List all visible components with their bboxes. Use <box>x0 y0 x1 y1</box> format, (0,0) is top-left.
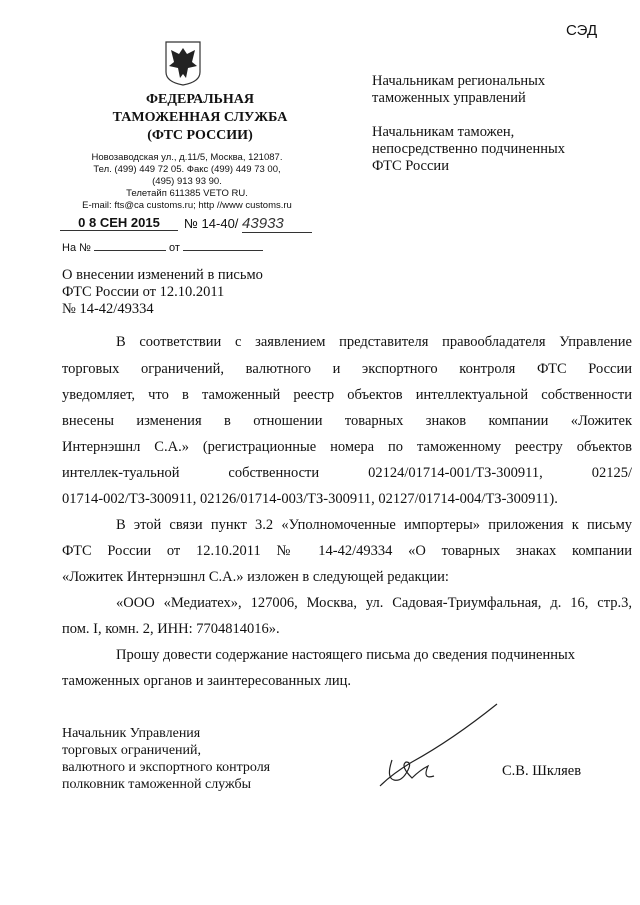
address-line: Новозаводская ул., д.11/5, Москва, 121087. <box>91 152 283 163</box>
outgoing-number <box>184 215 312 233</box>
body-line: ФТС России от 12.10.2011 № 14-42/49334 «О товарных знаках компании <box>62 543 632 559</box>
subject-line: ФТС России от 12.10.2011 <box>62 284 225 300</box>
subject-line: № 14-42/49334 <box>62 301 154 317</box>
signatory-line: валютного и экспортного контроля <box>62 760 271 775</box>
body-line: уведомляет, что в таможенный реестр объектов интеллектуальной собственности <box>62 387 632 403</box>
org-name-1: ФЕДЕРАЛЬНАЯ <box>145 92 254 107</box>
phone-line: Тел. (499) 449 72 05. Факс (499) 449 73 00, <box>93 164 281 175</box>
signatory-line: полковник таможенной службы <box>62 777 252 792</box>
body-line: «Ложитек Интернэшнл С.А.» изложен в следующей редакции: <box>62 569 449 585</box>
number-handwritten: 43933 <box>242 215 312 233</box>
signature-icon <box>372 700 502 790</box>
body-line: Прошу довести содержание настоящего письма до сведения подчиненных <box>116 647 575 663</box>
address-block <box>42 152 332 212</box>
body-line: 01714-002/ТЗ-300911, 02126/01714-003/ТЗ-300911, 02127/01714-004/ТЗ-300911). <box>62 491 558 507</box>
subject-line: О внесении изменений в письмо <box>62 267 263 283</box>
signatory-line: Начальник Управления <box>62 726 201 741</box>
number-prefix: № 14-40/ <box>184 216 239 231</box>
org-name-3: (ФТС РОССИИ) <box>147 128 253 143</box>
body-line: Интернэшнл С.А.» (регистрационные номера по таможенному реестру объектов <box>62 439 632 455</box>
ref-label: На № <box>62 242 91 254</box>
body-line: внесены изменения в отношении товарных знаков компании «Ложитек <box>62 413 632 429</box>
body-line: В этой связи пункт 3.2 «Уполномоченные импортеры» приложения к письму <box>116 517 632 533</box>
body-line: торговых ограничений, валютного и экспортного контроля ФТС России <box>62 361 632 377</box>
body-line: интеллек-туальной собственности 02124/01714-001/ТЗ-300911, 02125/ <box>62 465 632 481</box>
recipients <box>372 73 565 175</box>
ref-from-label: от <box>169 242 180 254</box>
ref-date-blank <box>183 250 263 251</box>
ref-number-blank <box>94 250 166 251</box>
teletype-line: Телетайп 611385 VETO RU. <box>126 188 248 199</box>
body-line: пом. I, комн. 2, ИНН: 7704814016». <box>62 621 280 637</box>
body-line: В соответствии с заявлением представителя правообладателя Управление <box>116 334 632 350</box>
recipient-1b: таможенных управлений <box>372 90 526 106</box>
email-line: E-mail: fts@ca customs.ru; http //www customs.ru <box>82 200 292 211</box>
emblem-icon <box>164 40 202 86</box>
body-line: «ООО «Медиатех», 127006, Москва, ул. Садовая-Триумфальная, д. 16, стр.3, <box>116 595 632 611</box>
signatory-title <box>62 725 270 793</box>
recipient-2c: ФТС России <box>372 158 449 174</box>
recipient-1: Начальникам региональных <box>372 73 546 89</box>
date-stamp: 0 8 СЕН 2015 <box>60 215 178 231</box>
reference-line <box>62 242 263 254</box>
org-name-2: ТАМОЖЕННАЯ СЛУЖБА <box>112 110 288 125</box>
recipient-2: Начальникам таможен, <box>372 124 515 140</box>
body-line: таможенных органов и заинтересованных лиц. <box>62 673 351 689</box>
phone-line-2: (495) 913 93 90. <box>152 176 222 187</box>
recipient-2b: непосредственно подчиненных <box>372 141 565 157</box>
signer-name: С.В. Шкляев <box>502 763 582 779</box>
subject <box>62 267 263 318</box>
corner-mark: СЭД <box>566 22 598 39</box>
signatory-line: торговых ограничений, <box>62 743 202 758</box>
